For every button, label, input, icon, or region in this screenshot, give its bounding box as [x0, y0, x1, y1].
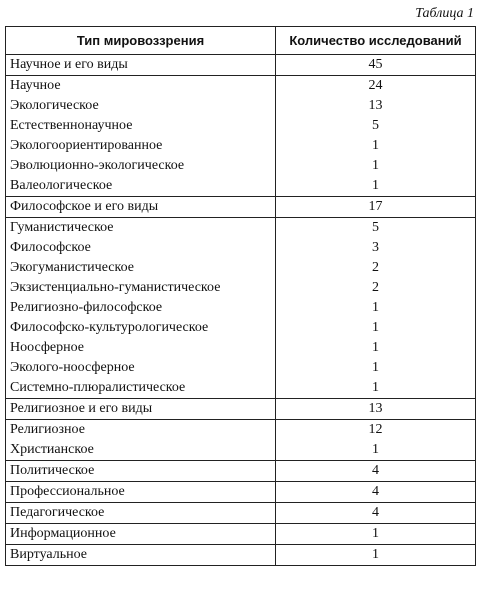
study-count-cell: 4 — [276, 461, 476, 482]
study-count-cell: 1 — [276, 358, 476, 378]
study-count-cell: 45 — [276, 55, 476, 76]
study-count-cell: 2 — [276, 258, 476, 278]
table-row — [6, 545, 476, 566]
study-count-cell: 1 — [276, 338, 476, 358]
worldview-type-cell: Научное и его виды — [6, 55, 276, 76]
study-count-cell: 17 — [276, 197, 476, 218]
study-count-cell: 2 — [276, 278, 476, 298]
worldview-type-cell: Философское — [6, 238, 276, 258]
study-count-cell: 5 — [276, 116, 476, 136]
worldview-type-cell: Религиозно-философское — [6, 298, 276, 318]
worldview-type-cell: Естественнонаучное — [6, 116, 276, 136]
table-row — [6, 338, 476, 358]
table-row — [6, 238, 476, 258]
worldview-type-cell: Экологическое — [6, 96, 276, 116]
worldview-type-cell: Валеологическое — [6, 176, 276, 197]
table-row — [6, 440, 476, 461]
table-row — [6, 55, 476, 76]
table-row — [6, 278, 476, 298]
worldview-type-cell: Ноосферное — [6, 338, 276, 358]
study-count-cell: 1 — [276, 136, 476, 156]
worldview-type-cell: Гуманистическое — [6, 218, 276, 239]
study-count-cell: 1 — [276, 298, 476, 318]
worldview-type-cell: Философско-культурологическое — [6, 318, 276, 338]
study-count-cell: 3 — [276, 238, 476, 258]
study-count-cell: 4 — [276, 503, 476, 524]
table-row — [6, 482, 476, 503]
worldview-type-cell: Педагогическое — [6, 503, 276, 524]
worldview-type-cell: Религиозное и его виды — [6, 399, 276, 420]
study-count-cell: 5 — [276, 218, 476, 239]
header-study-count: Количество исследований — [276, 27, 476, 55]
table-row — [6, 218, 476, 239]
worldview-type-cell: Виртуальное — [6, 545, 276, 566]
table-row — [6, 378, 476, 399]
worldview-table — [5, 26, 476, 566]
study-count-cell: 1 — [276, 545, 476, 566]
table-caption: Таблица 1 — [415, 6, 474, 21]
table-row — [6, 358, 476, 378]
study-count-cell: 12 — [276, 420, 476, 441]
worldview-type-cell: Философское и его виды — [6, 197, 276, 218]
table-row — [6, 197, 476, 218]
table-body — [6, 55, 476, 566]
table-row — [6, 116, 476, 136]
study-count-cell: 4 — [276, 482, 476, 503]
worldview-type-cell: Профессиональное — [6, 482, 276, 503]
study-count-cell: 1 — [276, 156, 476, 176]
table-row — [6, 258, 476, 278]
table-row — [6, 176, 476, 197]
worldview-type-cell: Эволюционно-экологическое — [6, 156, 276, 176]
table-row — [6, 136, 476, 156]
table-row — [6, 461, 476, 482]
table-row — [6, 96, 476, 116]
table-row — [6, 524, 476, 545]
study-count-cell: 1 — [276, 318, 476, 338]
header-worldview-type: Тип мировоззрения — [6, 27, 276, 55]
study-count-cell: 1 — [276, 176, 476, 197]
worldview-type-cell: Научное — [6, 76, 276, 97]
study-count-cell: 1 — [276, 440, 476, 461]
study-count-cell: 24 — [276, 76, 476, 97]
worldview-type-cell: Христианское — [6, 440, 276, 461]
table-row — [6, 503, 476, 524]
worldview-type-cell: Эколого-ноосферное — [6, 358, 276, 378]
worldview-type-cell: Экогуманистическое — [6, 258, 276, 278]
table-row — [6, 318, 476, 338]
table-row — [6, 298, 476, 318]
table-row — [6, 420, 476, 441]
table-header-row — [6, 27, 476, 55]
study-count-cell: 1 — [276, 524, 476, 545]
study-count-cell: 13 — [276, 96, 476, 116]
study-count-cell: 1 — [276, 378, 476, 399]
worldview-type-cell: Религиозное — [6, 420, 276, 441]
worldview-type-cell: Системно-плюралистическое — [6, 378, 276, 399]
worldview-type-cell: Экологоориентированное — [6, 136, 276, 156]
table-row — [6, 76, 476, 97]
worldview-type-cell: Политическое — [6, 461, 276, 482]
worldview-type-cell: Информационное — [6, 524, 276, 545]
study-count-cell: 13 — [276, 399, 476, 420]
table-row — [6, 156, 476, 176]
table-row — [6, 399, 476, 420]
worldview-type-cell: Экзистенциально-гуманистическое — [6, 278, 276, 298]
